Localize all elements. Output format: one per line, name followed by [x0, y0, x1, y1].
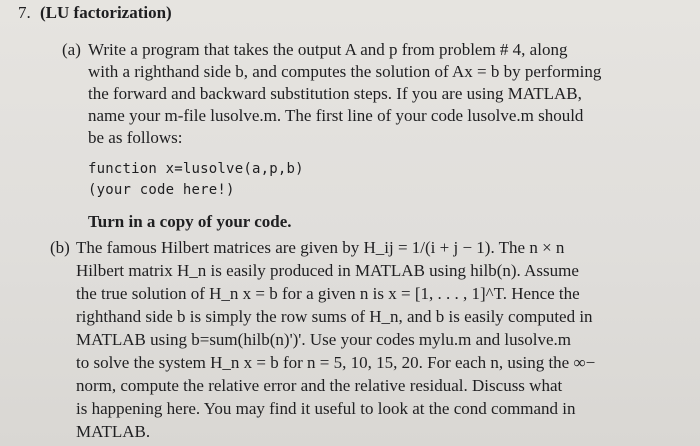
part-b-line-3: the true solution of H_n x = b for a given n is x = [1, . . . , 1]^T. Hence the: [76, 284, 580, 303]
part-b-line-6: to solve the system H_n x = b for n = 5, 10, 15, 20. For each n, using the ∞−: [76, 353, 596, 372]
problem-title: (LU factorization): [40, 3, 172, 22]
part-b-line-8: is happening here. You may find it useful to look at the cond command in: [76, 399, 576, 418]
part-a-line-2: with a righthand side b, and computes the solution of Ax = b by performing: [88, 62, 602, 81]
part-a-line-4: name your m-file lusolve.m. The first line of your code lusolve.m should: [88, 106, 584, 125]
part-a-line-1: Write a program that takes the output A and p from problem # 4, along: [88, 40, 568, 59]
part-b-line-5: MATLAB using b=sum(hilb(n)')'. Use your codes mylu.m and lusolve.m: [76, 330, 571, 349]
part-a-instruction: Turn in a copy of your code.: [88, 212, 292, 231]
part-b-line-2: Hilbert matrix H_n is easily produced in MATLAB using hilb(n). Assume: [76, 261, 579, 280]
part-a-label: (a): [62, 40, 81, 59]
part-b-line-1: The famous Hilbert matrices are given by H_ij = 1/(i + j − 1). The n × n: [76, 238, 565, 257]
part-b-line-7: norm, compute the relative error and the relative residual. Discuss what: [76, 376, 563, 395]
code-line-2: (your code here!): [88, 182, 235, 198]
code-line-1: function x=lusolve(a,p,b): [88, 161, 304, 177]
part-b-label: (b): [50, 238, 70, 257]
part-b-line-9: MATLAB.: [76, 422, 151, 441]
part-a-line-5: be as follows:: [88, 128, 183, 147]
part-a-line-3: the forward and backward substitution steps. If you are using MATLAB,: [88, 84, 582, 103]
problem-number: 7.: [18, 3, 31, 22]
part-b-line-4: righthand side b is simply the row sums of H_n, and b is easily computed in: [76, 307, 593, 326]
